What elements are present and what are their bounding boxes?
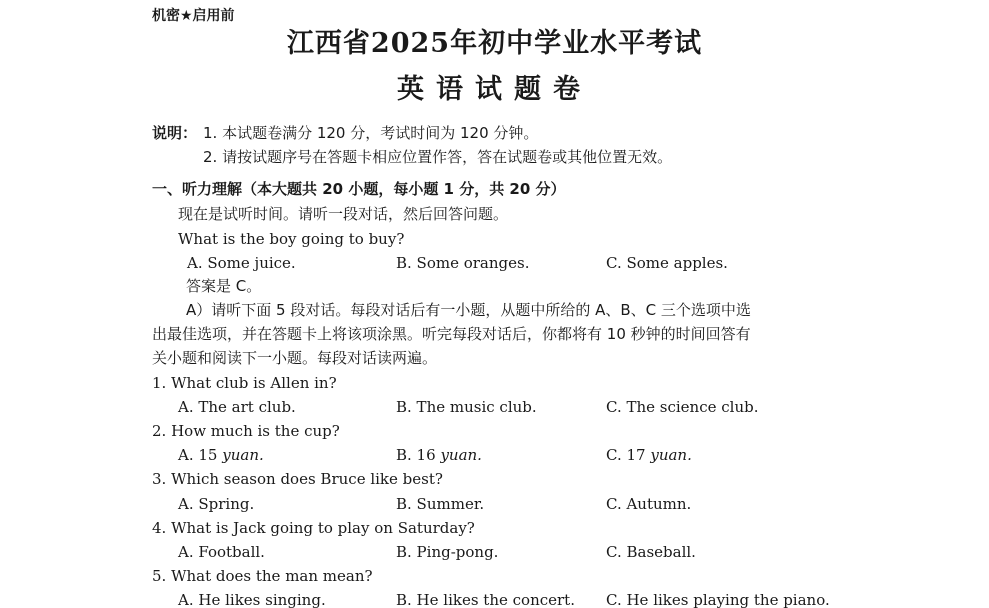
question-3: 3. Which season does Bruce like best? bbox=[152, 470, 443, 488]
trial-answer: 答案是 C。 bbox=[186, 277, 262, 295]
q5-option-a: A. He likes singing. bbox=[178, 591, 326, 608]
exam-title: 江西省2025年初中学业水平考试 bbox=[286, 28, 703, 59]
q2-option-a-text: A. 15 bbox=[178, 446, 218, 464]
notes-item-2: 2. 请按试题序号在答题卡相应位置作答，答在试题卷或其他位置无效。 bbox=[203, 148, 673, 166]
q2-option-b-unit: yuan. bbox=[440, 446, 482, 464]
q2-option-c-text: C. 17 bbox=[606, 446, 646, 464]
part-a-instruction-1: A）请听下面 5 段对话。每段对话后有一小题，从题中所给的 A、B、C 三个选项中选 bbox=[186, 301, 751, 319]
q3-option-b: B. Summer. bbox=[396, 495, 485, 513]
q2-option-c bbox=[606, 445, 692, 465]
q2-option-b-text: B. 16 bbox=[396, 446, 436, 464]
part-a-instruction-2: 出最佳选项，并在答题卡上将该项涂黑。听完每段对话后，你都将有 10 秒钟的时间回答有 bbox=[152, 325, 751, 343]
question-5: 5. What does the man mean? bbox=[152, 567, 373, 585]
exam-subtitle: 英语试题卷 bbox=[397, 74, 592, 105]
q1-option-a: A. The art club. bbox=[178, 398, 296, 416]
question-1: 1. What club is Allen in? bbox=[152, 374, 337, 392]
section-heading: 一、听力理解（本大题共 20 小题，每小题 1 分，共 20 分） bbox=[152, 180, 566, 198]
q5-option-b: B. He likes the concert. bbox=[396, 591, 575, 608]
trial-question: What is the boy going to buy? bbox=[178, 230, 405, 248]
q1-option-b: B. The music club. bbox=[396, 398, 537, 416]
notes-item-1: 1. 本试题卷满分 120 分，考试时间为 120 分钟。 bbox=[203, 124, 539, 142]
q4-option-c: C. Baseball. bbox=[606, 543, 696, 561]
q4-option-a: A. Football. bbox=[178, 543, 265, 561]
q4-option-b: B. Ping-pong. bbox=[396, 543, 499, 561]
q5-option-c: C. He likes playing the piano. bbox=[606, 591, 830, 608]
q2-option-a bbox=[178, 445, 264, 465]
q2-option-b bbox=[396, 445, 482, 465]
q3-option-a: A. Spring. bbox=[178, 495, 255, 513]
q1-option-c: C. The science club. bbox=[606, 398, 759, 416]
part-a-instruction-3: 关小题和阅读下一小题。每段对话读两遍。 bbox=[152, 349, 438, 367]
question-4: 4. What is Jack going to play on Saturday? bbox=[152, 519, 475, 537]
notes-label: 说明： bbox=[152, 124, 198, 142]
q2-option-c-unit: yuan. bbox=[650, 446, 692, 464]
trial-option-c: C. Some apples. bbox=[606, 254, 728, 272]
trial-intro: 现在是试听时间。请听一段对话，然后回答问题。 bbox=[178, 205, 509, 223]
confidential-label: 机密★启用前 bbox=[152, 8, 235, 24]
trial-option-b: B. Some oranges. bbox=[396, 254, 530, 272]
q3-option-c: C. Autumn. bbox=[606, 495, 692, 513]
q2-option-a-unit: yuan. bbox=[222, 446, 264, 464]
question-2: 2. How much is the cup? bbox=[152, 422, 340, 440]
trial-option-a: A. Some juice. bbox=[187, 254, 296, 272]
